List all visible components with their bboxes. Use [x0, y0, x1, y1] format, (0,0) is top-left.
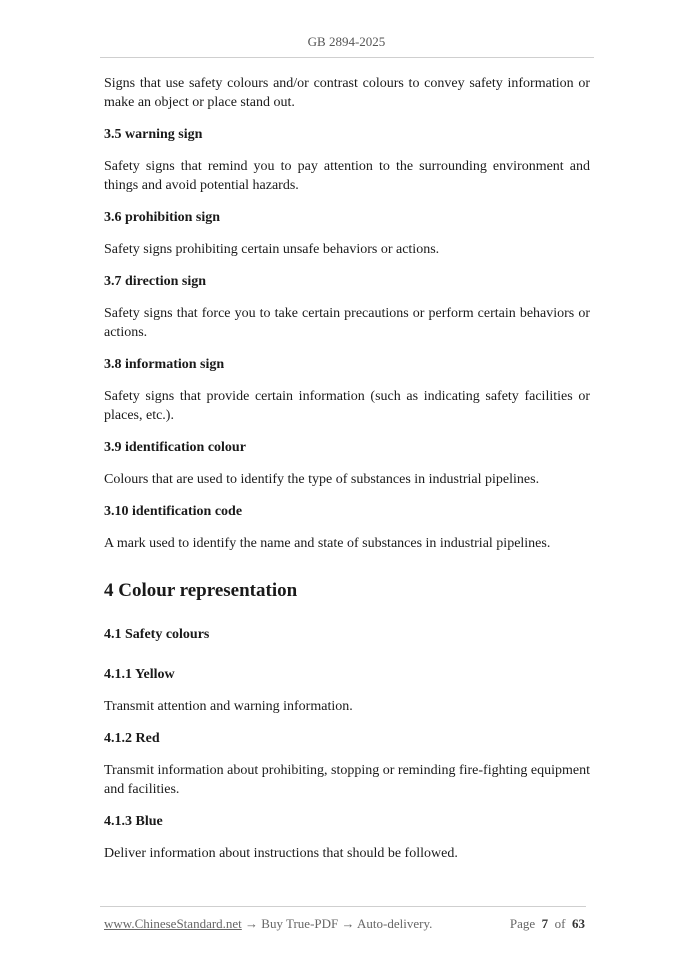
item-text-4-1-2: Transmit information about prohibiting, stopping or reminding fire-fighting equipment and facilities. [104, 763, 590, 797]
section-4-title: 4 Colour representation [104, 580, 298, 601]
arrow-right-icon: → [341, 916, 355, 931]
page-number: 7 [541, 916, 549, 931]
item-heading-4-1-1: 4.1.1 Yellow [104, 667, 175, 682]
term-definition-3-7: Safety signs that force you to take certain precautions or perform certain behaviors or actions. [104, 306, 590, 340]
item-text-4-1-3: Deliver information about instructions that should be followed. [104, 846, 458, 861]
term-heading-3-5: 3.5 warning sign [104, 127, 203, 142]
term-definition-3-8: Safety signs that provide certain information (such as indicating safety facilities or places, etc.). [104, 389, 590, 423]
intro-paragraph: Signs that use safety colours and/or contrast colours to convey safety information or make an object or place stand out. [104, 76, 590, 110]
document-body [104, 74, 590, 863]
auto-delivery-text: Auto-delivery. [357, 916, 433, 931]
footer-promo [104, 916, 432, 932]
page-label: Page [509, 916, 536, 931]
arrow-right-icon: → [245, 916, 259, 931]
header-divider [100, 57, 594, 58]
term-heading-3-6: 3.6 prohibition sign [104, 210, 221, 225]
subsection-4-1-title: 4.1 Safety colours [104, 627, 210, 642]
term-heading-3-10: 3.10 identification code [104, 504, 243, 519]
item-heading-4-1-2: 4.1.2 Red [104, 731, 160, 746]
buy-pdf-link[interactable]: Buy True-PDF [261, 916, 339, 931]
item-text-4-1-1: Transmit attention and warning information. [104, 699, 353, 714]
page-counter [510, 916, 585, 932]
page-header: GB 2894-2025 [307, 34, 386, 49]
term-heading-3-9: 3.9 identification colour [104, 440, 246, 455]
page-total: 63 [572, 916, 585, 931]
term-definition-3-10: A mark used to identify the name and state of substances in industrial pipelines. [104, 536, 551, 551]
term-definition-3-5: Safety signs that remind you to pay attention to the surrounding environment and things and avoid potential hazards. [104, 159, 590, 193]
site-link[interactable]: www.ChineseStandard.net [104, 916, 242, 931]
footer-divider [100, 906, 586, 907]
term-definition-3-9: Colours that are used to identify the type of substances in industrial pipelines. [104, 472, 540, 487]
of-label: of [554, 916, 566, 931]
term-definition-3-6: Safety signs prohibiting certain unsafe behaviors or actions. [104, 242, 440, 257]
item-heading-4-1-3: 4.1.3 Blue [104, 814, 163, 829]
term-heading-3-7: 3.7 direction sign [104, 274, 207, 289]
term-heading-3-8: 3.8 information sign [104, 357, 225, 372]
